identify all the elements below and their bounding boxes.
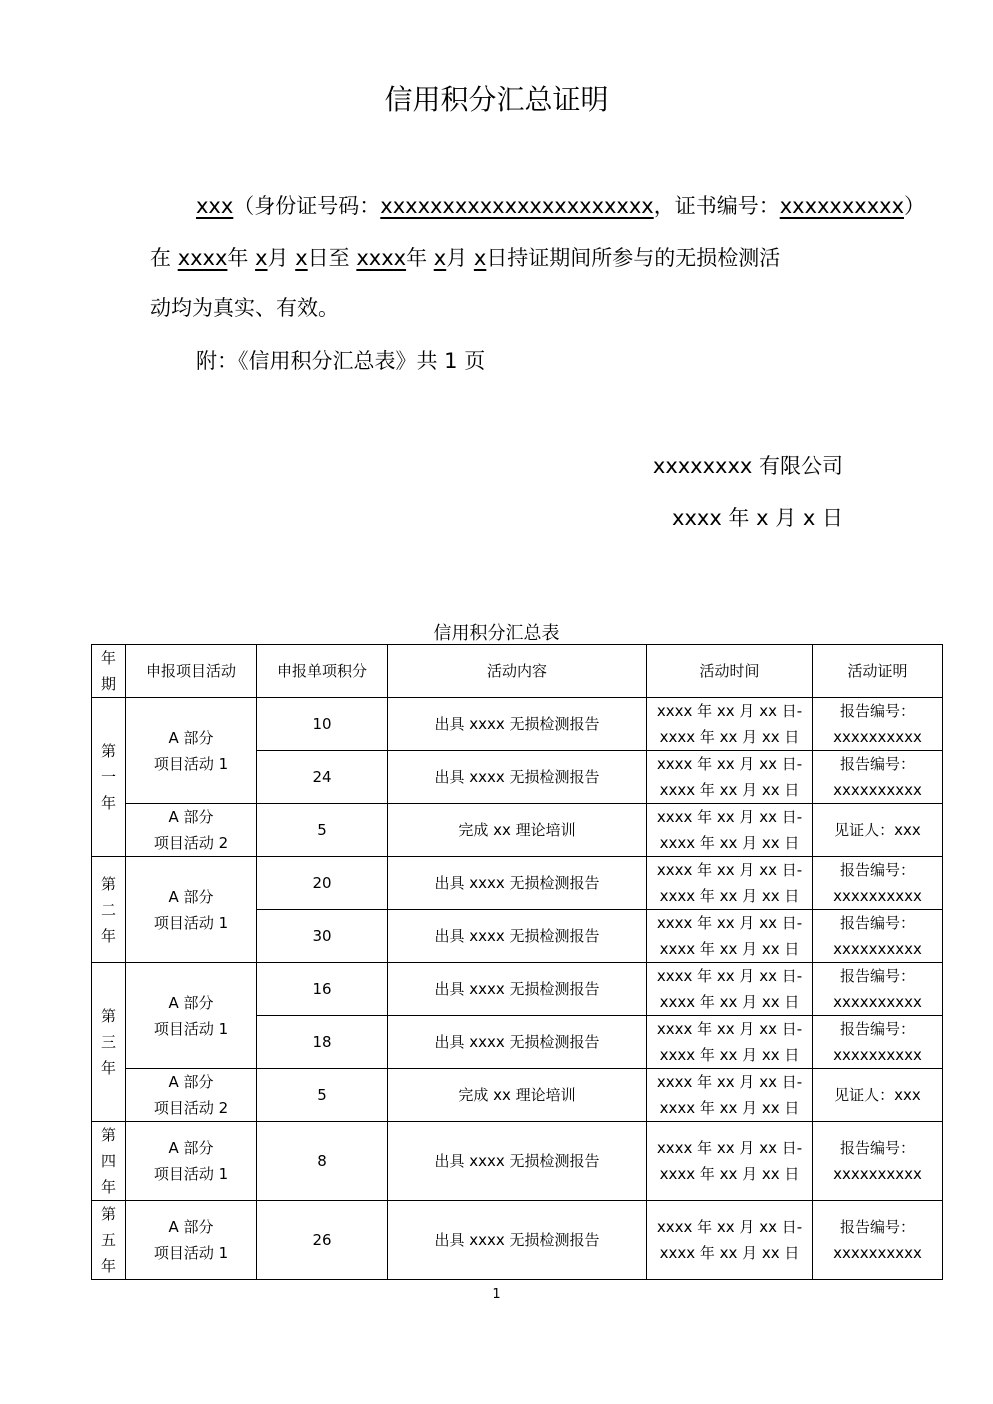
proof-cell: 见证人：xxx [813,804,943,857]
proof-cell: 报告编号： xxxxxxxxxx [813,1016,943,1069]
header-points: 申报单项积分 [257,645,388,698]
table-row [92,804,943,857]
proof-cell: 报告编号： xxxxxxxxxx [813,963,943,1016]
content-cell: 出具 xxxx 无损检测报告 [388,751,647,804]
header-year: 年 期 [92,645,126,698]
project-cell: A 部分 项目活动 1 [126,698,257,804]
month-char: 月 [267,246,289,270]
header-project: 申报项目活动 [126,645,257,698]
points-cell: 30 [257,910,388,963]
project-cell: A 部分 项目活动 1 [126,857,257,963]
start-month: x [255,246,268,270]
points-cell: 5 [257,1069,388,1122]
time-cell: xxxx 年 xx 月 xx 日- xxxx 年 xx 月 xx 日 [647,857,813,910]
cert-label: ，证书编号： [653,194,780,218]
end-month: x [433,246,447,270]
line2-suffix: 日持证期间所参与的无损检测活 [486,246,781,270]
project-cell: A 部分 项目活动 1 [126,963,257,1069]
points-cell: 16 [257,963,388,1016]
points-cell: 18 [257,1016,388,1069]
time-cell: xxxx 年 xx 月 xx 日- xxxx 年 xx 月 xx 日 [647,910,813,963]
company-name: xxxxxxxx 有限公司 [652,454,843,478]
project-cell: A 部分 项目活动 2 [126,1069,257,1122]
table-row [92,1122,943,1201]
content-cell: 出具 xxxx 无损检测报告 [388,857,647,910]
proof-cell: 报告编号： xxxxxxxxxx [813,751,943,804]
content-cell: 完成 xx 理论培训 [388,804,647,857]
close-paren: ） [904,194,925,218]
proof-cell: 报告编号： xxxxxxxxxx [813,857,943,910]
credit-summary-table [91,644,943,1280]
start-year: xxxx [177,246,228,270]
time-cell: xxxx 年 xx 月 xx 日- xxxx 年 xx 月 xx 日 [647,1016,813,1069]
time-cell: xxxx 年 xx 月 xx 日- xxxx 年 xx 月 xx 日 [647,1069,813,1122]
year-cell: 第 三 年 [92,963,126,1122]
proof-cell: 报告编号： xxxxxxxxxx [813,1201,943,1280]
statement-line-2 [150,242,780,272]
content-cell: 出具 xxxx 无损检测报告 [388,1122,647,1201]
table-row [92,698,943,751]
points-cell: 5 [257,804,388,857]
proof-cell: 报告编号： xxxxxxxxxx [813,1122,943,1201]
year-cell: 第 五 年 [92,1201,126,1280]
end-day: x [473,246,487,270]
content-cell: 出具 xxxx 无损检测报告 [388,1201,647,1280]
appendix-note: 附：《信用积分汇总表》共 1 页 [196,349,486,373]
day-to-chars: 日至 [307,246,350,270]
content-cell: 出具 xxxx 无损检测报告 [388,698,647,751]
header-content: 活动内容 [388,645,647,698]
proof-cell: 见证人：xxx [813,1069,943,1122]
points-cell: 10 [257,698,388,751]
signature-date: xxxx 年 x 月 x 日 [672,506,843,530]
points-cell: 20 [257,857,388,910]
time-cell: xxxx 年 xx 月 xx 日- xxxx 年 xx 月 xx 日 [647,804,813,857]
id-label: （身份证号码： [233,194,381,218]
content-cell: 完成 xx 理论培训 [388,1069,647,1122]
holder-name: xxx [196,194,234,218]
year-cell: 第 一 年 [92,698,126,857]
end-year: xxxx [356,246,407,270]
year-cell: 第 四 年 [92,1122,126,1201]
header-time: 活动时间 [647,645,813,698]
points-cell: 24 [257,751,388,804]
points-cell: 26 [257,1201,388,1280]
header-proof: 活动证明 [813,645,943,698]
table-row [92,857,943,910]
year-char: 年 [406,246,428,270]
page-number: 1 [492,1287,501,1302]
id-number: xxxxxxxxxxxxxxxxxxxxxx [380,194,654,218]
time-cell: xxxx 年 xx 月 xx 日- xxxx 年 xx 月 xx 日 [647,751,813,804]
project-cell: A 部分 项目活动 2 [126,804,257,857]
table-row [92,1201,943,1280]
line2-prefix: 在 [150,246,171,270]
time-cell: xxxx 年 xx 月 xx 日- xxxx 年 xx 月 xx 日 [647,698,813,751]
month-char: 月 [446,246,468,270]
proof-cell: 报告编号： xxxxxxxxxx [813,698,943,751]
time-cell: xxxx 年 xx 月 xx 日- xxxx 年 xx 月 xx 日 [647,1122,813,1201]
statement-line-1 [196,190,925,220]
points-cell: 8 [257,1122,388,1201]
content-cell: 出具 xxxx 无损检测报告 [388,1016,647,1069]
year-cell: 第 二 年 [92,857,126,963]
project-cell: A 部分 项目活动 1 [126,1201,257,1280]
statement-line-3: 动均为真实、有效。 [150,296,339,320]
table-row [92,1069,943,1122]
table-title: 信用积分汇总表 [433,623,560,644]
document-title: 信用积分汇总证明 [384,83,609,116]
time-cell: xxxx 年 xx 月 xx 日- xxxx 年 xx 月 xx 日 [647,963,813,1016]
table-row [92,963,943,1016]
table-header-row [92,645,943,698]
start-day: x [295,246,308,270]
year-char: 年 [227,246,249,270]
content-cell: 出具 xxxx 无损检测报告 [388,910,647,963]
content-cell: 出具 xxxx 无损检测报告 [388,963,647,1016]
time-cell: xxxx 年 xx 月 xx 日- xxxx 年 xx 月 xx 日 [647,1201,813,1280]
proof-cell: 报告编号： xxxxxxxxxx [813,910,943,963]
cert-number: xxxxxxxxxx [779,194,904,218]
project-cell: A 部分 项目活动 1 [126,1122,257,1201]
